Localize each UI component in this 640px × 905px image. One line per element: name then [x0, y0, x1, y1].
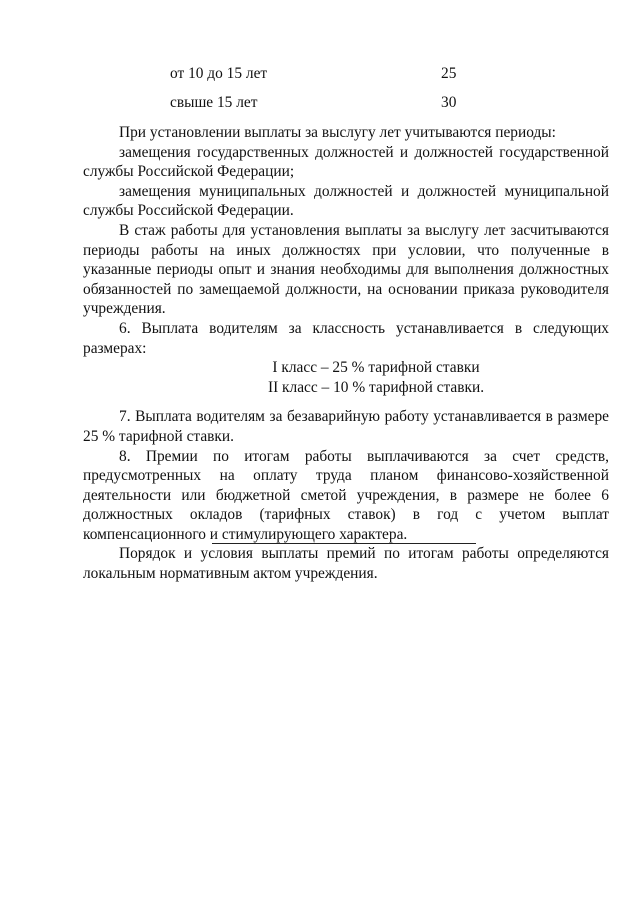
- period-cell: свыше 15 лет: [170, 94, 258, 111]
- paragraph-bonus-procedure: Порядок и условия выплаты премий по итогам работы определяются локальным нормативным актом учреждения.: [83, 545, 609, 583]
- paragraph-class-payment: 6. Выплата водителям за классность устанавливается в следующих размерах:: [83, 319, 609, 357]
- table-row: [0, 93, 640, 113]
- closing-rule: [212, 543, 476, 544]
- paragraph-municipal-service: замещения муниципальных должностей и должностей муниципальной службы Российской Федерации.: [83, 182, 609, 220]
- period-cell: от 10 до 15 лет: [170, 65, 268, 82]
- paragraph-other-positions: В стаж работы для установления выплаты за выслугу лет засчитываются периоды работы на иных должностях при условии, что полученные в указанные периоды опыт и знания необходимы для выполнения должностных обязанностей по замещаемой должности, на основании приказа руководителя учреждения.: [83, 221, 609, 318]
- paragraph-periods-intro: При установлении выплаты за выслугу лет учитываются периоды:: [119, 124, 556, 141]
- document-body: [83, 123, 609, 584]
- class-1-rate: I класс – 25 % тарифной ставки: [272, 359, 480, 377]
- class-2-rate: II класс – 10 % тарифной ставки.: [267, 378, 485, 396]
- table-row: [0, 64, 640, 84]
- paragraph-bonuses: 8. Премии по итогам работы выплачиваются за счет средств, предусмотренных на оплату труда планом финансово-хозяйственной деятельности или бюджетной сметой учреждения, в размере не более 6 должностных окладов (тарифных ставок) в год с учетом выплат компенсационного и стимулирующего характера.: [83, 447, 609, 543]
- value-cell: 25: [441, 65, 457, 82]
- value-cell: 30: [441, 94, 457, 111]
- paragraph-state-service: замещения государственных должностей и должностей государственной службы Российской Федерации;: [83, 143, 609, 181]
- paragraph-accident-free: 7. Выплата водителям за безаварийную работу устанавливается в размере 25 % тарифной ставки.: [83, 408, 609, 445]
